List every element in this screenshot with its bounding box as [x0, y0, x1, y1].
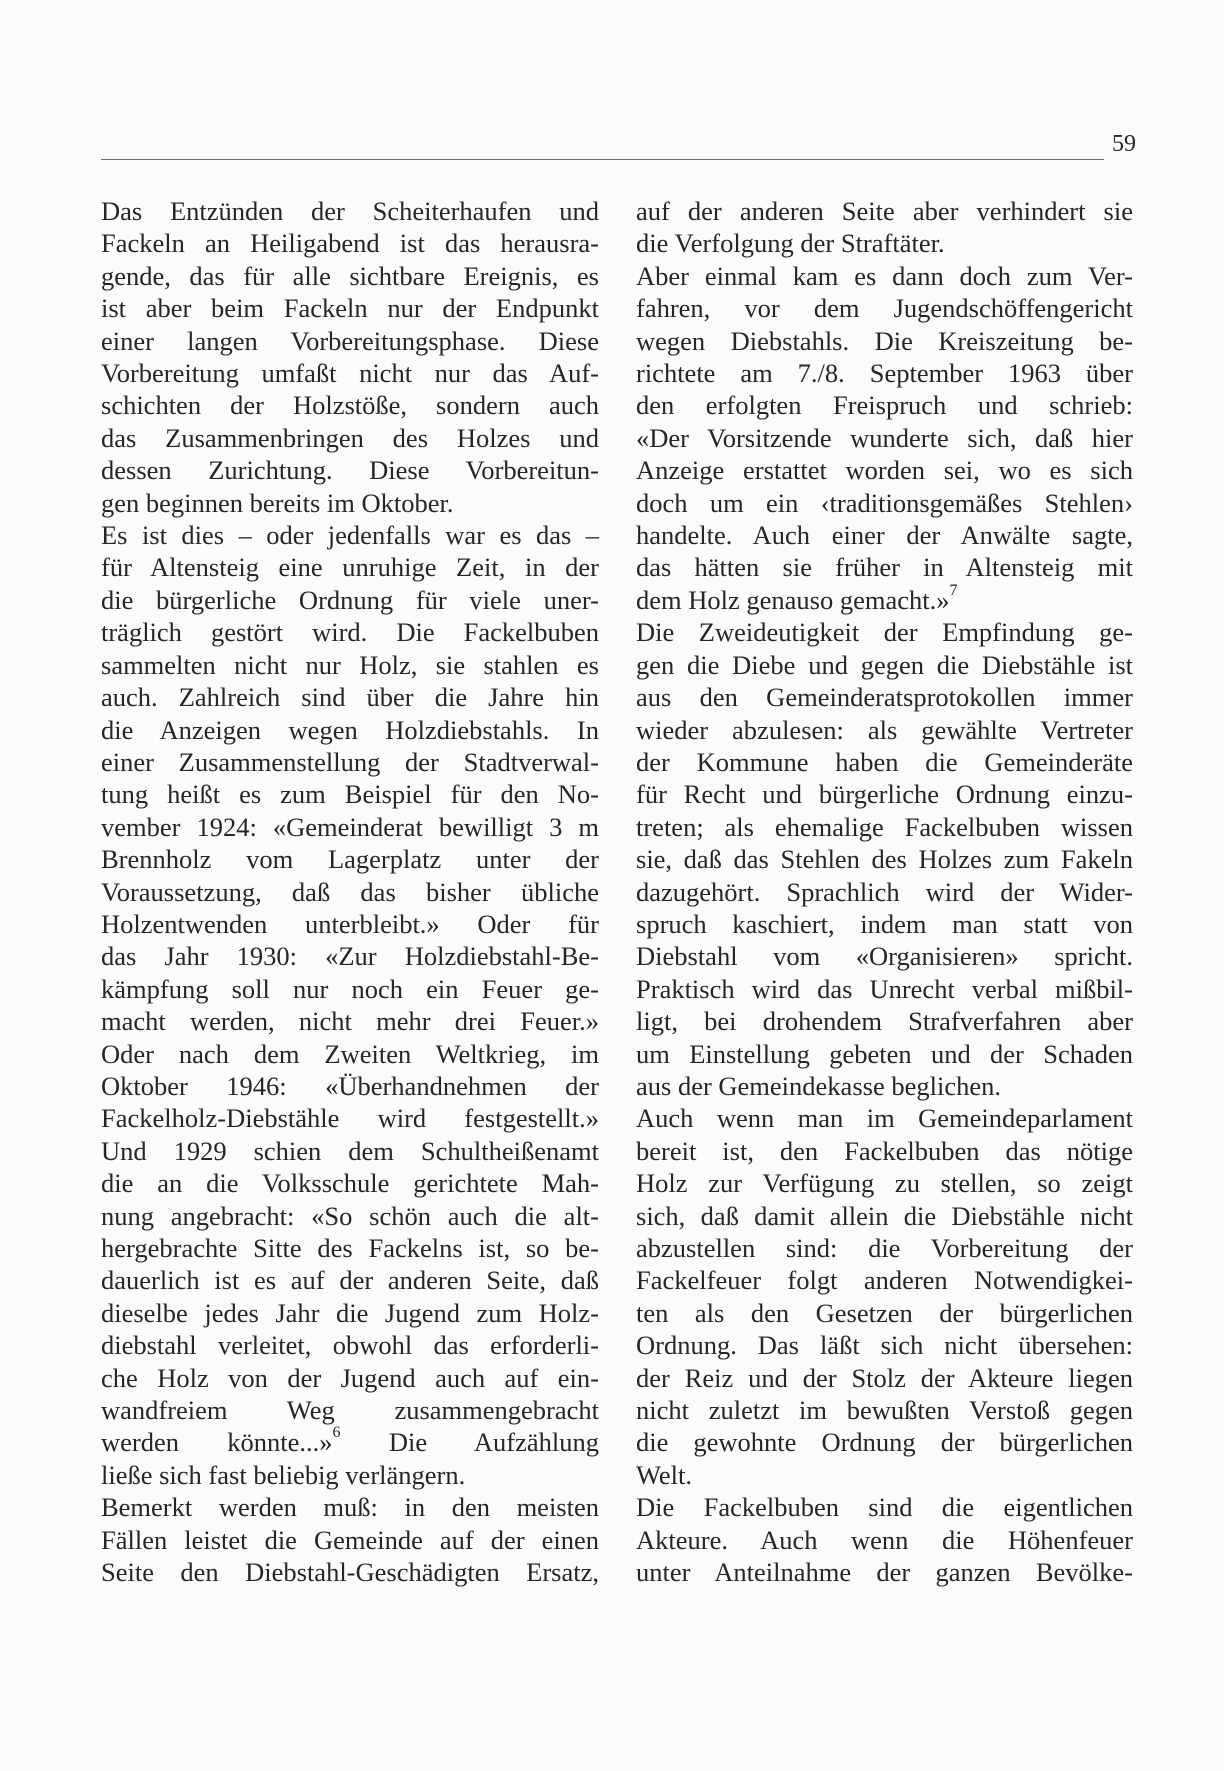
left-column: [101, 195, 599, 1588]
text-line: träglich gestört wird. Die Fackelbuben: [101, 617, 599, 648]
paragraph: [101, 519, 599, 1491]
paragraph: [101, 1491, 599, 1588]
text-line: nung angebracht: «So schön auch die alt-: [101, 1200, 599, 1231]
text-line: ligt, bei drohendem Strafverfahren aber: [636, 1006, 1133, 1037]
text-line: vember 1924: «Gemeinderat bewilligt 3 m: [101, 811, 599, 842]
text-line: um Einstellung gebeten und der Schaden: [636, 1038, 1133, 1069]
text-line: auf der anderen Seite aber verhindert sie: [636, 196, 1133, 226]
text-line: die Verfolgung der Straftäter.: [636, 228, 945, 259]
text-line: auch. Zahlreich sind über die Jahre hin: [101, 682, 599, 713]
text-line: richtete am 7./8. September 1963 über: [636, 358, 1133, 389]
text-line-with-footnote: [101, 1426, 599, 1458]
text-line: schichten der Holzstöße, sondern auch: [101, 390, 599, 421]
text-line: «Der Vorsitzende wunderte sich, daß hier: [636, 422, 1133, 453]
text-line: Seite den Diebstahl-Geschädigten Ersatz,: [101, 1557, 599, 1588]
text-line: dessen Zurichtung. Diese Vorbereitun-: [101, 455, 599, 486]
text-line: sie, daß das Stehlen des Holzes zum Fakeln: [636, 844, 1133, 875]
text-line: Oktober 1946: «Überhandnehmen der: [101, 1070, 599, 1101]
footnote-marker: 7: [949, 581, 958, 599]
text-line: Ordnung. Das läßt sich nicht übersehen:: [636, 1330, 1133, 1361]
text-line: treten; als ehemalige Fackelbuben wissen: [636, 811, 1133, 842]
text-line: gen beginnen bereits im Oktober.: [101, 487, 454, 518]
text-line: die Anzeigen wegen Holzdiebstahls. In: [101, 714, 599, 745]
text-line: Bemerkt werden muß: in den meisten: [101, 1492, 599, 1523]
text-line: das Jahr 1930: «Zur Holzdiebstahl-Be-: [101, 941, 599, 972]
text-line: abzustellen sind: die Vorbereitung der: [636, 1233, 1133, 1263]
text-line: Es ist dies – oder jedenfalls war es das –: [101, 520, 599, 551]
text-line: wegen Diebstahls. Die Kreiszeitung be-: [636, 325, 1133, 356]
text-line: gen die Diebe und gegen die Diebstähle ist: [636, 649, 1133, 680]
text-line: Fackeln an Heiligabend ist das herausra-: [101, 228, 599, 259]
page-number: 59: [1112, 131, 1136, 157]
text-line: der Reiz und der Stolz der Akteure liegen: [636, 1362, 1133, 1393]
text-line: für Recht und bürgerliche Ordnung einzu-: [636, 779, 1133, 810]
text-line: einer langen Vorbereitungsphase. Diese: [101, 325, 599, 356]
paragraph: [101, 195, 599, 519]
text-line: che Holz von der Jugend auch auf ein-: [101, 1362, 599, 1393]
paragraph: [636, 260, 1133, 616]
text-line: spruch kaschiert, indem man statt von: [636, 908, 1133, 939]
text-line: Und 1929 schien dem Schultheißenamt: [101, 1135, 599, 1166]
text-line: aus der Gemeindekasse beglichen.: [636, 1070, 1001, 1101]
text-line: dazugehört. Sprachlich wird der Wider-: [636, 876, 1133, 907]
text-line: dieselbe jedes Jahr die Jugend zum Holz-: [101, 1297, 599, 1328]
text-line: die gewohnte Ordnung der bürgerlichen: [636, 1427, 1133, 1458]
text-line: diebstahl verleitet, obwohl das erforderli-: [101, 1330, 599, 1361]
text-line: Akteure. Auch wenn die Höhenfeuer: [636, 1524, 1133, 1555]
text-line: Welt.: [636, 1459, 693, 1490]
text-line: sich, daß damit allein die Diebstähle nicht: [636, 1200, 1133, 1231]
text-line: ließe sich fast beliebig verlängern.: [101, 1459, 466, 1490]
text-line: Praktisch wird das Unrecht verbal mißbil-: [636, 973, 1133, 1004]
text-line: Vorbereitung umfaßt nicht nur das Auf-: [101, 358, 599, 389]
text-line: Aber einmal kam es dann doch zum Ver-: [636, 260, 1133, 291]
text-line: Das Entzünden der Scheiterhaufen und: [101, 196, 599, 226]
header-rule: [101, 159, 1104, 160]
text-line-with-footnote: [636, 581, 1133, 616]
text-line: Auch wenn man im Gemeindeparlament: [636, 1103, 1133, 1134]
text-line: Die Fackelbuben sind die eigentlichen: [636, 1492, 1133, 1523]
right-column: [636, 195, 1133, 1588]
text-line: ten als den Gesetzen der bürgerlichen: [636, 1297, 1133, 1328]
paragraph: [636, 1491, 1133, 1588]
text-line: Brennholz vom Lagerplatz unter der: [101, 844, 599, 875]
text-line: Diebstahl vom «Organisieren» spricht.: [636, 941, 1133, 972]
footnote-marker: 6: [332, 1424, 341, 1442]
text-line: für Altensteig eine unruhige Zeit, in der: [101, 552, 599, 583]
text-line: Holzentwenden unterbleibt.» Oder für: [101, 908, 599, 939]
text-line: ist aber beim Fackeln nur der Endpunkt: [101, 293, 599, 324]
text-line: das hätten sie früher in Altensteig mit: [636, 552, 1133, 583]
text-line: die an die Volksschule gerichtete Mah-: [101, 1168, 599, 1199]
text-line: aus den Gemeinderatsprotokollen immer: [636, 682, 1133, 713]
text-fragment: dem Holz genauso gemacht.»: [636, 584, 950, 615]
text-line: nicht zuletzt im bewußten Verstoß gegen: [636, 1395, 1133, 1426]
text-line: unter Anteilnahme der ganzen Bevölke-: [636, 1557, 1133, 1588]
text-line: Die Zweideutigkeit der Empfindung ge-: [636, 617, 1133, 648]
text-line: fahren, vor dem Jugendschöffengericht: [636, 293, 1133, 324]
text-line: die bürgerliche Ordnung für viele uner-: [101, 584, 599, 615]
text-line: einer Zusammenstellung der Stadtverwal-: [101, 746, 599, 777]
text-line: sammelten nicht nur Holz, sie stahlen es: [101, 649, 599, 680]
text-line: tung heißt es zum Beispiel für den No-: [101, 779, 599, 810]
text-line: der Kommune haben die Gemeinderäte: [636, 746, 1133, 777]
paragraph: [636, 616, 1133, 1102]
text-line: Holz zur Verfügung zu stellen, so zeigt: [636, 1168, 1133, 1199]
text-line: Anzeige erstattet worden sei, wo es sich: [636, 455, 1133, 486]
text-line: wieder abzulesen: als gewählte Vertreter: [636, 714, 1133, 745]
text-line: gende, das für alle sichtbare Ereignis, es: [101, 260, 599, 291]
text-line: Fackelfeuer folgt anderen Notwendigkei-: [636, 1265, 1133, 1296]
text-line: Fackelholz-Diebstähle wird festgestellt.»: [101, 1103, 599, 1134]
text-fragment: werden könnte...»: [101, 1427, 333, 1458]
text-line: Voraussetzung, daß das bisher übliche: [101, 876, 599, 907]
text-line: wandfreiem Weg zusammengebracht: [101, 1395, 599, 1426]
text-line: Fällen leistet die Gemeinde auf der einen: [101, 1524, 599, 1555]
text-line: bereit ist, den Fackelbuben das nötige: [636, 1135, 1133, 1166]
paragraph: [636, 1102, 1133, 1491]
text-fragment: Die Aufzählung: [340, 1427, 599, 1458]
text-line: doch um ein ‹traditionsgemäßes Stehlen›: [636, 487, 1133, 518]
text-line: macht werden, nicht mehr drei Feuer.»: [101, 1006, 599, 1037]
text-line: Oder nach dem Zweiten Weltkrieg, im: [101, 1038, 599, 1069]
paragraph: [636, 195, 1133, 260]
text-line: dauerlich ist es auf der anderen Seite, daß: [101, 1265, 599, 1296]
text-line: hergebrachte Sitte des Fackelns ist, so be-: [101, 1233, 599, 1263]
text-line: das Zusammenbringen des Holzes und: [101, 422, 599, 453]
text-line: kämpfung soll nur noch ein Feuer ge-: [101, 973, 599, 1004]
text-line: den erfolgten Freispruch und schrieb:: [636, 390, 1133, 421]
text-line: handelte. Auch einer der Anwälte sagte,: [636, 520, 1133, 551]
